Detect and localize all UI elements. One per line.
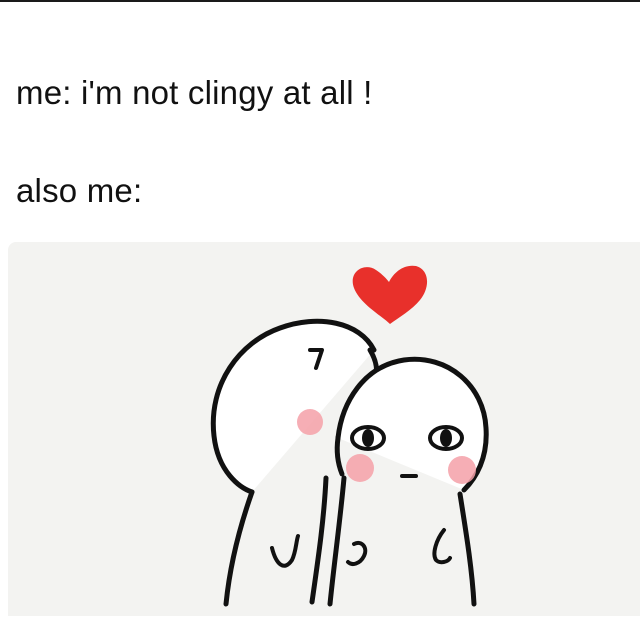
caption-line-2: also me: <box>16 172 143 209</box>
top-divider <box>0 0 640 2</box>
meme-illustration <box>8 242 640 616</box>
right-character <box>330 359 486 604</box>
caption-line-1: me: i'm not clingy at all ! <box>16 74 373 111</box>
meme-image <box>8 242 640 616</box>
heart-icon <box>353 266 427 324</box>
